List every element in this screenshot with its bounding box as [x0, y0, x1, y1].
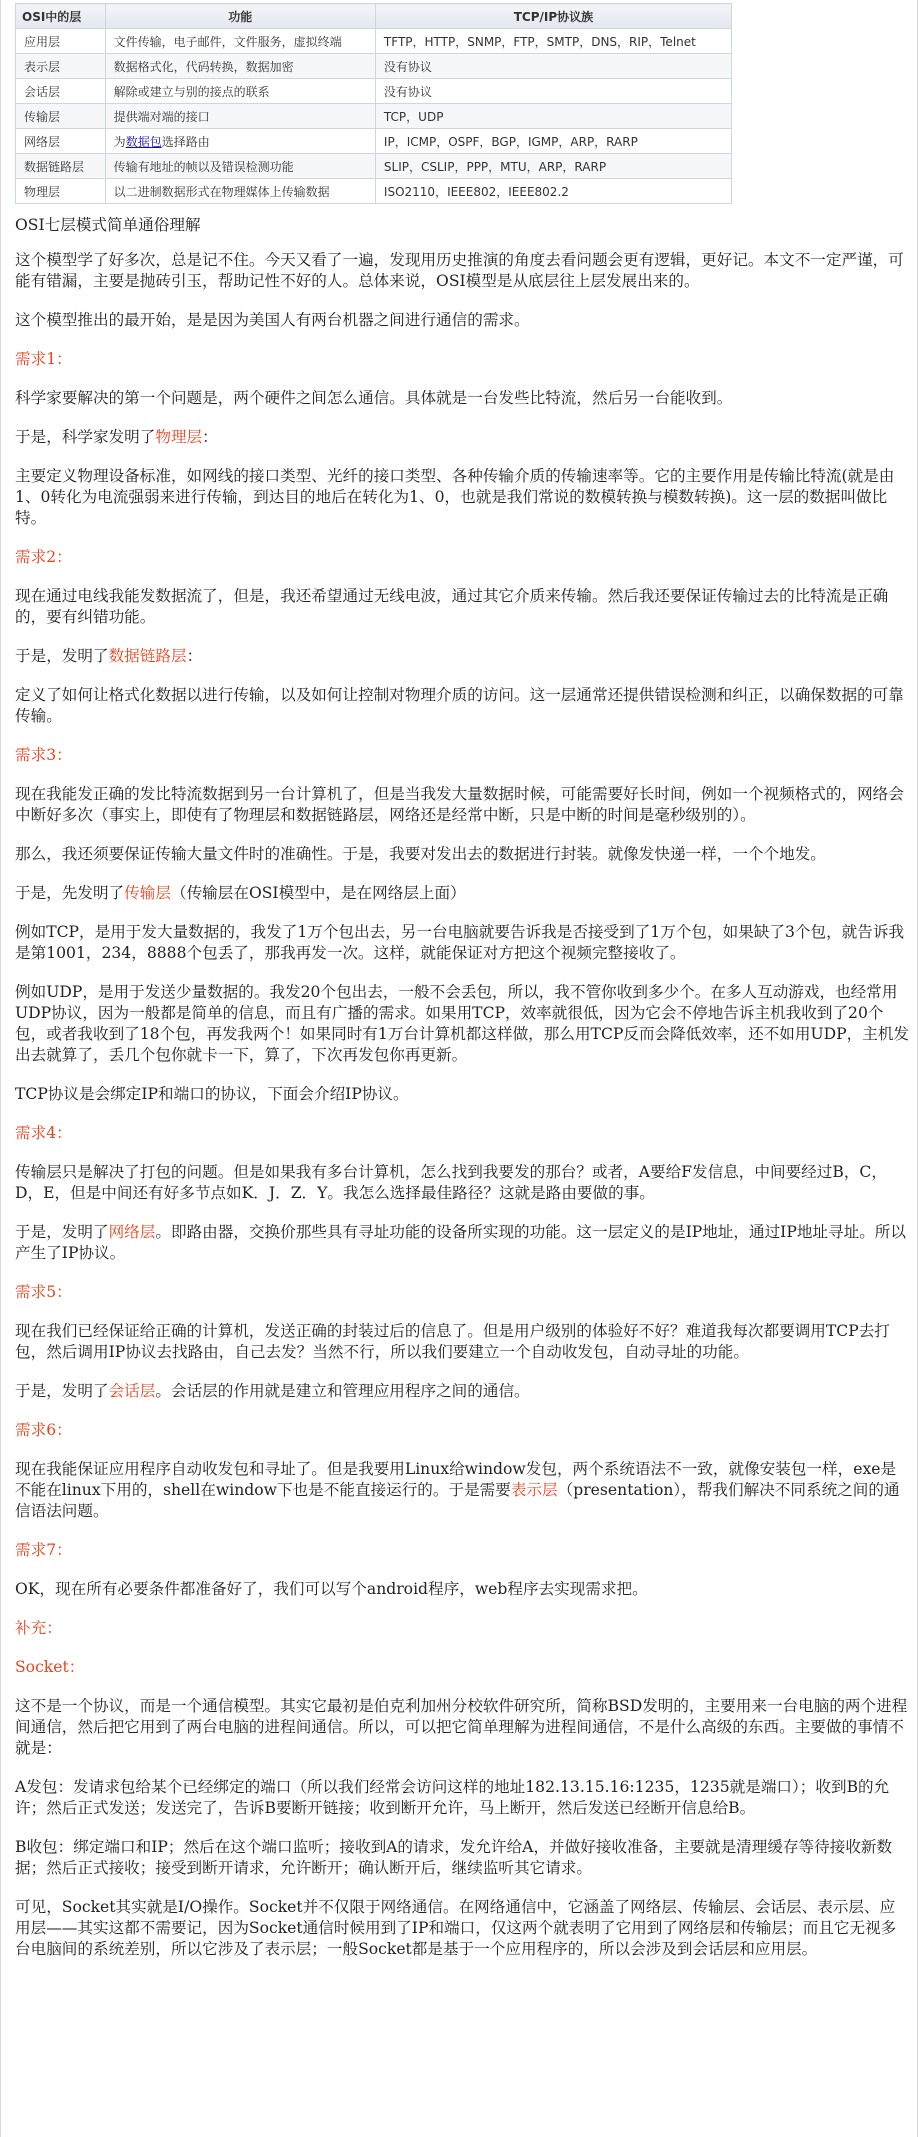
section-heading-need-7: 需求7：: [15, 1541, 72, 1559]
table-header-layer: OSI中的层: [16, 4, 106, 29]
function-cell: 以二进制数据形式在物理媒体上传输数据: [105, 179, 375, 204]
protocol-cell: TCP，UDP: [375, 104, 731, 129]
protocol-cell: SLIP，CSLIP，PPP，MTU，ARP，RARP: [375, 154, 731, 179]
paragraph: 例如TCP，是用于发大量数据的，我发了1万个包出去，另一台电脑就要告诉我是否接受到了1万个包，如果缺了3个包，就告诉我是第1001，234，8888个包丢了，那我再发一次。这样，就能保证对方把这个视频完整接收了。: [15, 923, 905, 962]
function-cell: 数据格式化，代码转换，数据加密: [105, 54, 375, 79]
function-cell: 传输有地址的帧以及错误检测功能: [105, 154, 375, 179]
section-heading-need-2: 需求2：: [15, 548, 72, 566]
table-row: [16, 79, 732, 104]
network-layer-highlight: 网络层: [108, 1223, 156, 1241]
function-text-post: 选择路由: [161, 134, 210, 149]
protocol-cell: 没有协议: [375, 54, 731, 79]
function-cell: 文件传输，电子邮件，文件服务，虚拟终端: [105, 29, 375, 54]
text: （传输层在OSI模型中，是在网络层上面）: [170, 884, 466, 902]
paragraph: [15, 1222, 909, 1264]
table-row: [16, 54, 732, 79]
presentation-layer-highlight: 表示层: [510, 1481, 558, 1499]
section-heading-need-6: 需求6：: [15, 1421, 72, 1439]
paragraph: A发包：发请求包给某个已经绑定的端口（所以我们经常会访问这样的地址182.13.15.16:1235，1235就是端口）；收到B的允许；然后正式发送；发送完了，告诉B要断开链接；收到断开允许，马上断开，然后发送已经断开信息给B。: [15, 1778, 890, 1817]
paragraph: 主要定义物理设备标准，如网线的接口类型、光纤的接口类型、各种传输介质的传输速率等。它的主要作用是传输比特流(就是由1、0转化为电流强弱来进行传输，到达目的地后在转化为1、0，也就是我们常说的数模转换与模数转换)。这一层的数据叫做比特。: [15, 467, 895, 527]
layer-cell: 传输层: [16, 104, 106, 129]
text: 于是，发明了: [15, 1382, 109, 1400]
section-heading-need-4: 需求4：: [15, 1124, 72, 1142]
table-header-function: 功能: [105, 4, 375, 29]
protocol-cell: 没有协议: [375, 79, 731, 104]
paragraph: 这个模型推出的最开始，是是因为美国人有两台机器之间进行通信的需求。: [15, 311, 530, 329]
table-header-row: [16, 4, 732, 29]
layer-cell: 网络层: [16, 129, 106, 154]
text: 。会话层的作用就是建立和管理应用程序之间的通信。: [155, 1382, 530, 1400]
text: （presentation），帮我们解决不同系统之间的通信语法问题。: [15, 1481, 900, 1520]
layer-cell: 数据链路层: [16, 154, 106, 179]
protocol-cell: TFTP，HTTP，SNMP，FTP，SMTP，DNS，RIP，Telnet: [375, 29, 731, 54]
article-title: OSI七层模式简单通俗理解: [15, 216, 201, 234]
function-cell: [105, 129, 375, 154]
function-text-pre: 为: [113, 134, 126, 149]
paragraph: [15, 1381, 909, 1402]
paragraph: 科学家要解决的第一个问题是，两个硬件之间怎么通信。具体就是一台发些比特流，然后另一台能收到。: [15, 389, 733, 407]
text: 于是，发明了: [15, 1223, 109, 1241]
paragraph: 可见，Socket其实就是I/O操作。Socket并不仅限于网络通信。在网络通信中，它涵盖了网络层、传输层、会话层、表示层、应用层——其实这都不需要记，因为Socket通信时候用到了IP和端口，仅这两个就表明了它用到了网络层和传输层；而且它无视多台电脑间的系统差别，所以它涉及了表示层；一般Socket都是基于一个应用程序的，所以会涉及到会话层和应用层。: [15, 1898, 897, 1958]
table-row: [16, 179, 732, 204]
packet-link[interactable]: 数据包: [125, 134, 162, 149]
function-cell: 解除或建立与别的接点的联系: [105, 79, 375, 104]
text: 。即路由器，交换价那些具有寻址功能的设备所实现的功能。这一层定义的是IP地址，通过IP地址寻址。所以产生了IP协议。: [15, 1223, 906, 1262]
section-heading-socket: Socket：: [15, 1658, 85, 1676]
table-row: [16, 29, 732, 54]
paragraph: 那么，我还须要保证传输大量文件时的准确性。于是，我要对发出去的数据进行封装。就像发快递一样，一个个地发。: [15, 845, 826, 863]
table-row: [16, 129, 732, 154]
table-row: [16, 104, 732, 129]
text: ：: [186, 647, 203, 665]
physical-layer-highlight: 物理层: [155, 428, 203, 446]
layer-cell: 物理层: [16, 179, 106, 204]
paragraph: B收包：绑定端口和IP；然后在这个端口监听；接收到A的请求，发允许给A，并做好接收准备，主要就是清理缓存等待接收新数据；然后正式接收；接受到断开请求，允许断开；确认断开后，继续监听其它请求。: [15, 1838, 893, 1877]
section-heading-need-1: 需求1：: [15, 350, 72, 368]
section-heading-need-5: 需求5：: [15, 1283, 72, 1301]
function-cell: 提供端对端的接口: [105, 104, 375, 129]
text: 于是，先发明了: [15, 884, 125, 902]
table-row: [16, 154, 732, 179]
paragraph: [15, 427, 909, 448]
paragraph: [15, 1459, 909, 1522]
paragraph: 现在我能发正确的发比特流数据到另一台计算机了，但是当我发大量数据时候，可能需要好长时间，例如一个视频格式的，网络会中断好多次（事实上，即使有了物理层和数据链路层，网络还是经常中断，只是中断的时间是毫秒级别的）。: [15, 785, 904, 824]
text: ：: [202, 428, 218, 446]
transport-layer-highlight: 传输层: [124, 884, 171, 902]
paragraph: 现在我们已经保证给正确的计算机，发送正确的封装过后的信息了。但是用户级别的体验好不好？难道我每次都要调用TCP去打包，然后调用IP协议去找路由，自己去发？当然不行，所以我们要建立一个自动收发包，自动寻址的功能。: [15, 1322, 890, 1361]
article-body: [15, 215, 909, 1978]
osi-layers-table: [15, 3, 732, 204]
layer-cell: 会话层: [16, 79, 106, 104]
protocol-cell: ISO2110，IEEE802，IEEE802.2: [375, 179, 731, 204]
paragraph: 定义了如何让格式化数据以进行传输，以及如何让控制对物理介质的访问。这一层通常还提供错误检测和纠正，以确保数据的可靠传输。: [15, 686, 904, 725]
text: 于是，科学家发明了: [15, 428, 156, 446]
paragraph: 例如UDP，是用于发送少量数据的。我发20个包出去，一般不会丢包，所以，我不管你收到多少个。在多人互动游戏，也经常用UDP协议，因为一般都是简单的信息，而且有广播的需求。如果用TCP，效率就很低，因为它会不停地告诉主机我收到了20个包，或者我收到了18个包，再发我两个！如果同时有1万台计算机都这样做，那么用TCP反而会降低效率，还不如用UDP，主机发出去就算了，丢几个包你就卡一下，算了，下次再发包你再更新。: [15, 983, 910, 1064]
text: 于是，发明了: [15, 647, 109, 665]
paragraph: 这不是一个协议，而是一个通信模型。其实它最初是伯克利加州分校软件研究所，简称BSD发明的，主要用来一台电脑的两个进程间通信，然后把它用到了两台电脑的进程间通信。所以，可以把它简单理解为进程间通信，不是什么高级的东西。主要做的事情不就是：: [15, 1697, 908, 1757]
section-heading-supplement: 补充：: [15, 1619, 62, 1637]
layer-cell: 表示层: [16, 54, 106, 79]
data-link-layer-highlight: 数据链路层: [108, 647, 187, 665]
paragraph: [15, 646, 909, 667]
session-layer-highlight: 会话层: [108, 1382, 156, 1400]
paragraph: [15, 883, 909, 904]
paragraph: 现在通过电线我能发数据流了，但是，我还希望通过无线电波，通过其它介质来传输。然后我还要保证传输过去的比特流是正确的，要有纠错功能。: [15, 587, 889, 626]
paragraph: 这个模型学了好多次，总是记不住。今天又看了一遍，发现用历史推演的角度去看问题会更有逻辑，更好记。本文不一定严谨，可能有错漏，主要是抛砖引玉，帮助记性不好的人。总体来说，OSI模型是从底层往上层发展出来的。: [15, 251, 904, 290]
text: 现在我能保证应用程序自动收发包和寻址了。但是我要用Linux给window发包，两个系统语法不一致，就像安装包一样，exe是不能在linux下用的，shell在window下也是不能直接运行的。于是需要: [15, 1460, 897, 1499]
protocol-cell: IP，ICMP，OSPF，BGP，IGMP，ARP，RARP: [375, 129, 731, 154]
paragraph: 传输层只是解决了打包的问题。但是如果我有多台计算机，怎么找到我要发的那台？或者，A要给F发信息，中间要经过B，C，D，E，但是中间还有好多节点如K．J．Z．Y。我怎么选择最佳路径？这就是路由要做的事。: [15, 1163, 887, 1202]
section-heading-need-3: 需求3：: [15, 746, 72, 764]
paragraph: OK，现在所有必要条件都准备好了，我们可以写个android程序，web程序去实现需求把。: [15, 1580, 648, 1598]
layer-cell: 应用层: [16, 29, 106, 54]
paragraph: TCP协议是会绑定IP和端口的协议，下面会介绍IP协议。: [15, 1085, 409, 1103]
table-header-protocols: TCP/IP协议族: [375, 4, 731, 29]
